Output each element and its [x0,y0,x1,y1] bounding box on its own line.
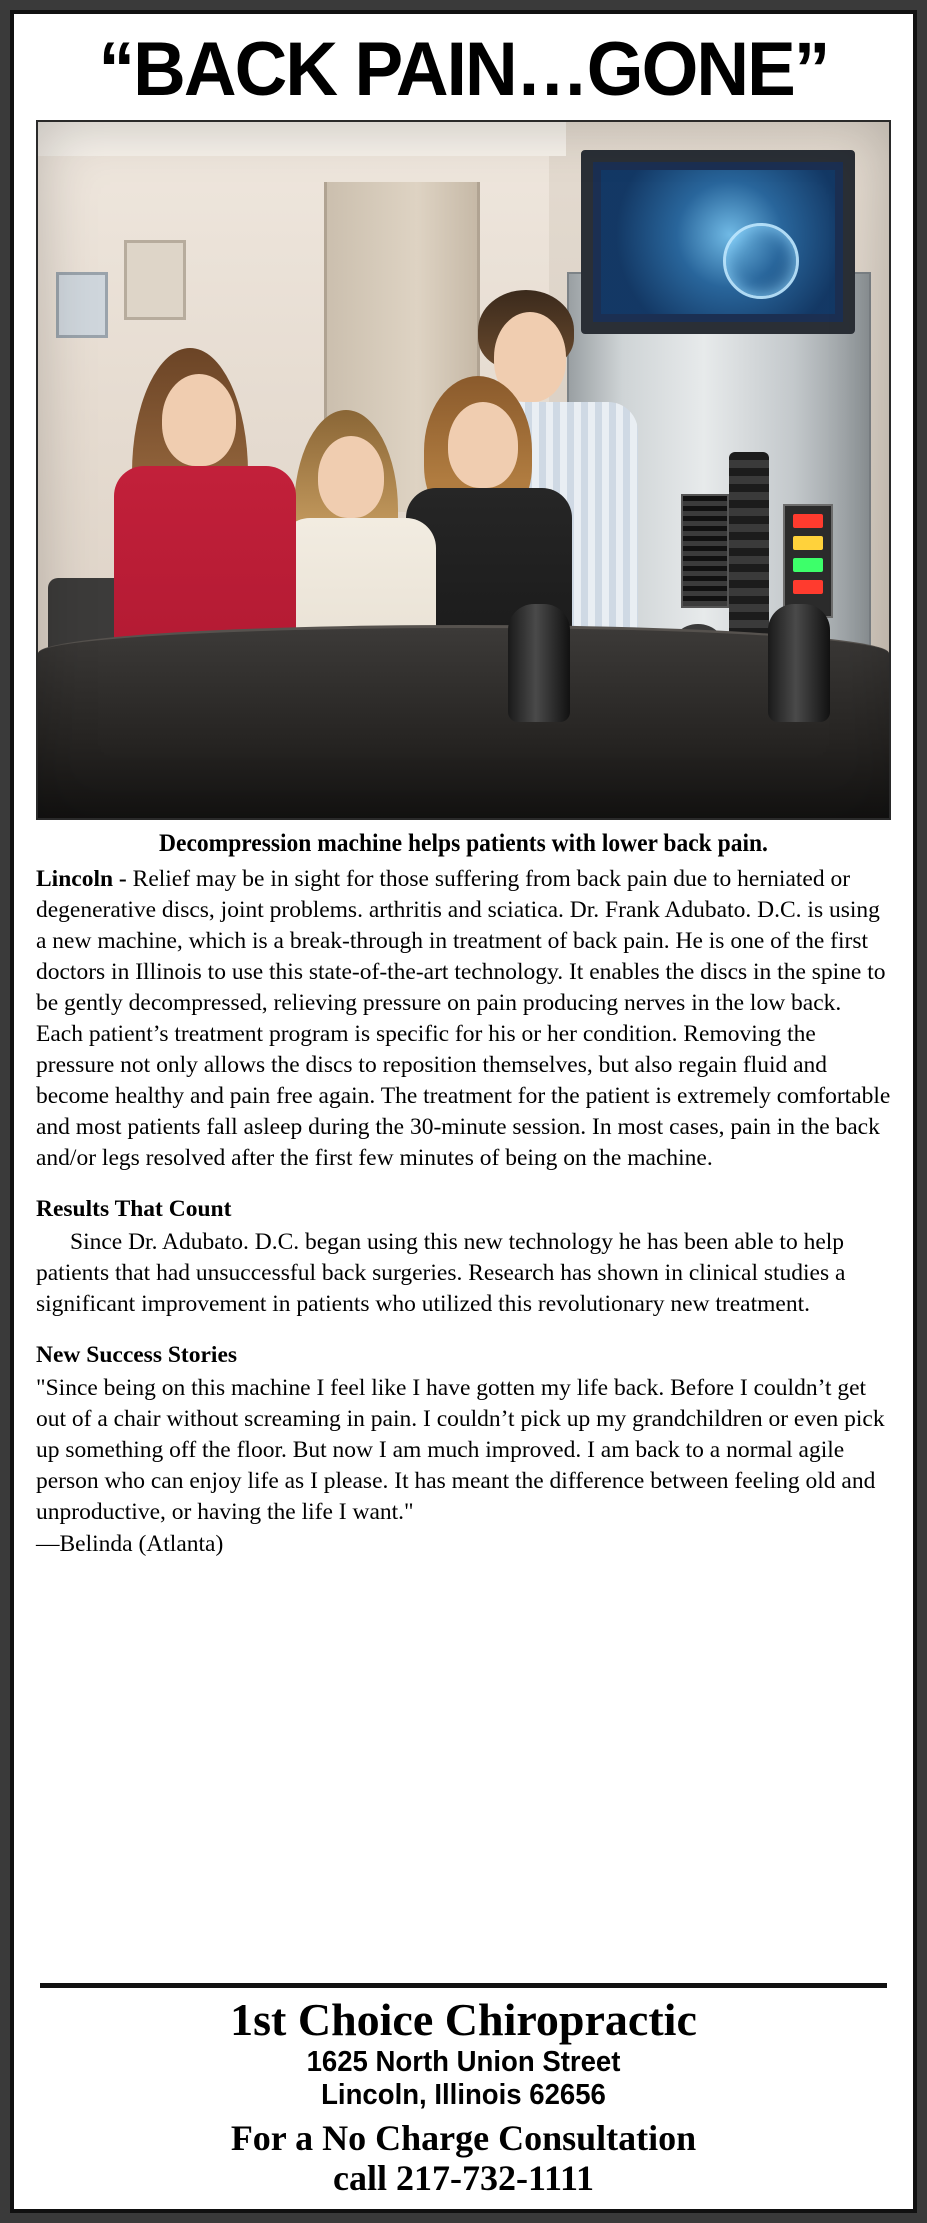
clinic-name: 1st Choice Chiropractic [230,1993,697,2045]
section-body-results: Since Dr. Adubato. D.C. began using this new technology he has been able to help patients that had unsuccessful back surgeries. Research has shown in clinical studies a significant improvement in patients who utilized this revolutionary new treatment. [36,1229,846,1318]
treatment-table [38,625,889,818]
consultation-offer: For a No Charge Consultation [230,2118,697,2158]
table-roller [768,604,830,722]
ad-footer [36,1965,891,2209]
section-heading-results: Results That Count [36,1196,232,1223]
globe-icon [723,223,799,299]
clinic-address-line-2: Lincoln, Illinois 62656 [321,2078,606,2111]
article-photo [36,120,891,820]
paragraph-1-text: Relief may be in sight for those suffering from back pain due to herniated or degenerative discs, joint problems. arthritis and sciatica. Dr. Frank Adubato. D.C. is using a new machine, which is a break-through in treatment of back pain. He is one of the first doctors in Illinois to use this state-of-the-art technology. It enables the discs in the spine to be gently decompressed, relieving pressure on pain producing nerves in the low back. Each patient’s treatment program is specific for his or her condition. Removing the pressure not only allows the discs to reposition themselves, but also regain fluid and become healthy and pain free again. The treatment for the patient is extremely comfortable and most patients fall asleep during the 30-minute session. In most cases, pain in the back and/or legs resolved after the first few minutes of being on the machine. [36,866,891,1172]
monitor-screen [601,170,835,314]
face [162,374,236,466]
section-body-success: "Since being on this machine I feel like I have gotten my life back. Before I couldn’t get out of a chair without screaming in pain. I couldn’t pick up my grandchildren or even pick up something off the floor. But now I am much improved. I am back to a normal agile person who can enjoy life as I please. It has meant the difference between feeling old and unproductive, or having the life I want." [36,1375,885,1526]
table-roller [508,604,570,722]
photo-scene [38,122,889,818]
article-paragraph-1 [36,864,891,1174]
testimonial-attribution: —Belinda (Atlanta) [36,1530,224,1557]
face [448,402,518,488]
led-indicator [793,580,823,594]
article-body [36,864,891,1559]
ceiling-strip [38,122,566,156]
machine-led-panel-right [783,504,833,618]
ad-container [10,10,917,2213]
machine-column [729,452,769,652]
machine-grille [681,494,729,608]
section-heading-success: New Success Stories [36,1342,238,1369]
led-indicator [793,536,823,550]
footer-divider [40,1983,887,1988]
machine-monitor [581,150,855,334]
dateline: Lincoln - [36,866,133,893]
phone-number[interactable]: call 217-732-1111 [333,2158,594,2198]
clinic-address-line-1: 1625 North Union Street [306,2046,621,2079]
photo-caption: Decompression machine helps patients with lower back pain. [159,830,768,858]
led-indicator [793,514,823,528]
wall-frame-icon [124,240,186,320]
led-indicator [793,558,823,572]
wall-poster-icon [56,272,108,338]
face [318,436,384,518]
page-title: “BACK PAIN…GONE” [98,27,829,112]
